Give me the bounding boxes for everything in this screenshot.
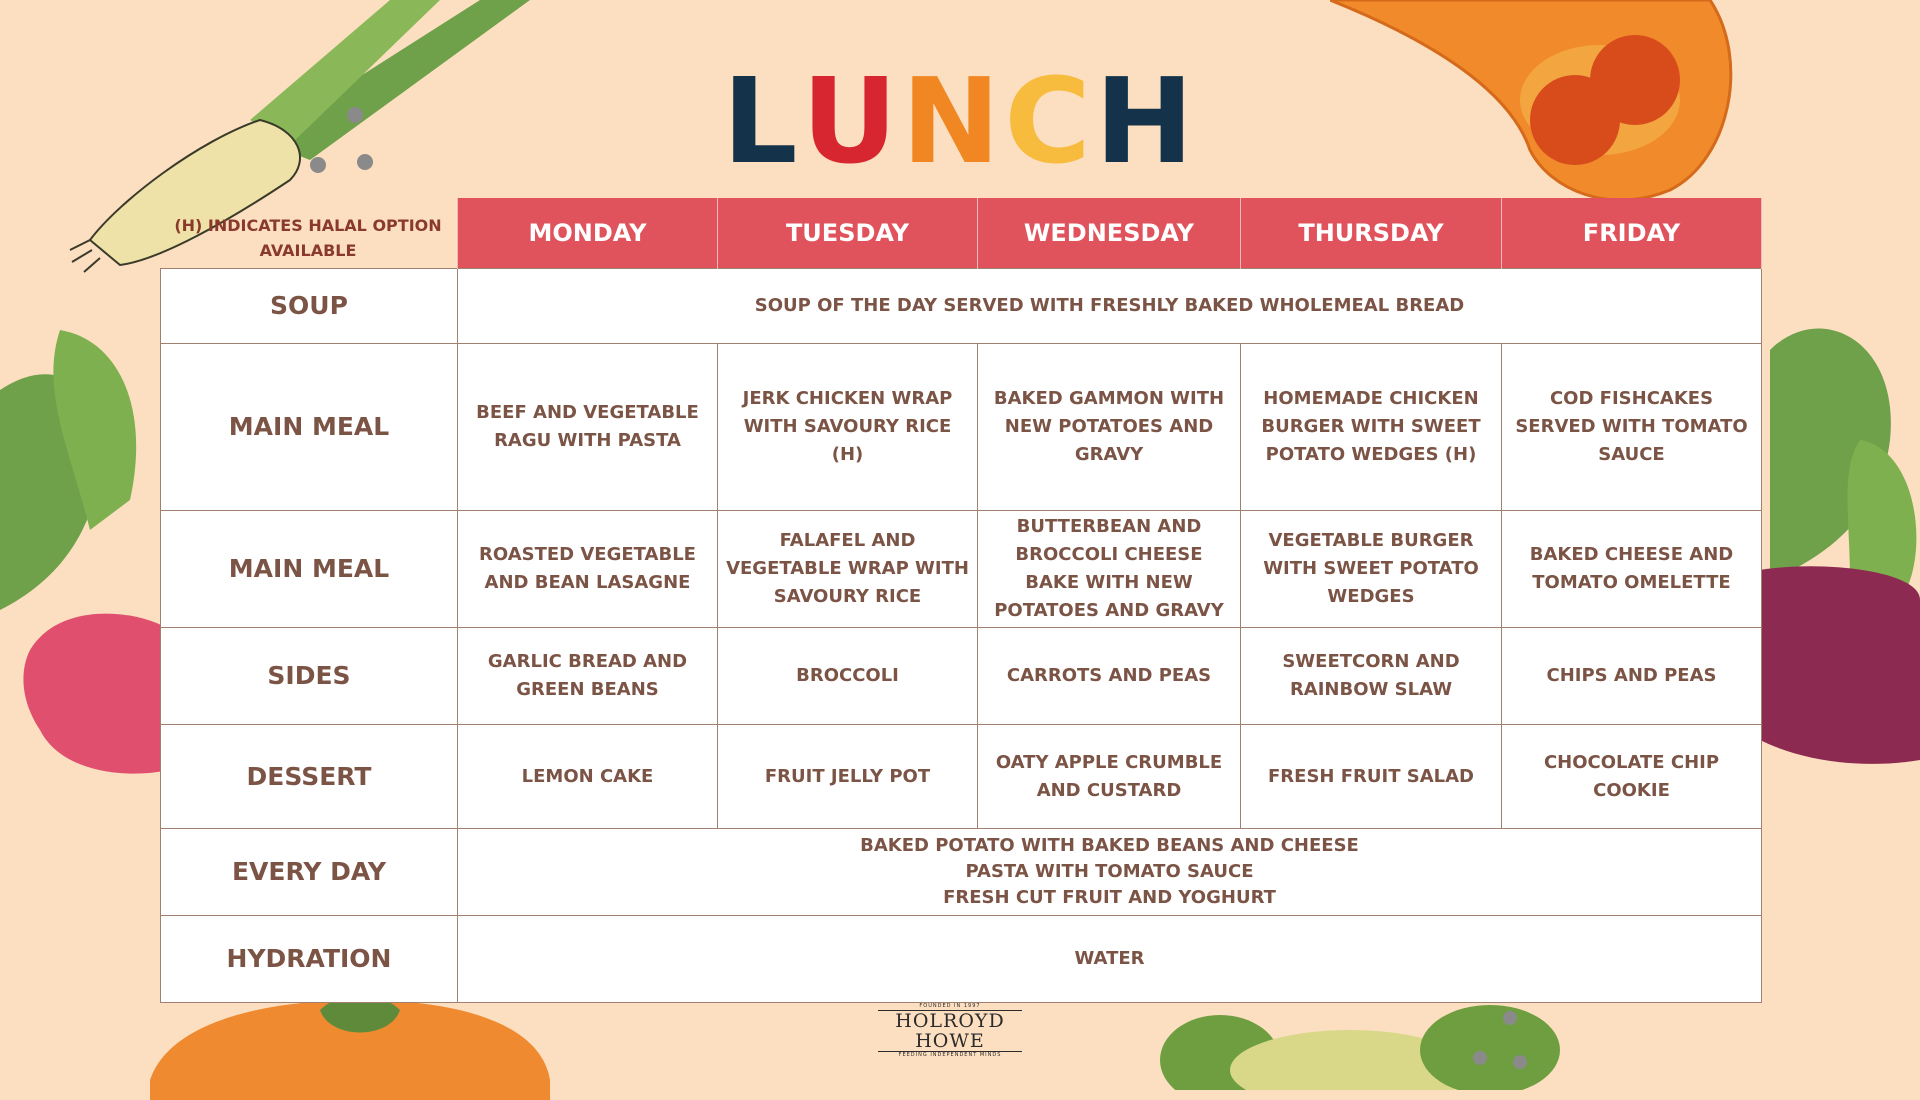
menu-cell: JERK CHICKEN WRAP WITH SAVOURY RICE (H) — [718, 344, 978, 511]
pumpkin-illustration — [150, 1000, 570, 1100]
day-header-wednesday: WEDNESDAY — [978, 198, 1241, 269]
day-header-tuesday: TUESDAY — [718, 198, 978, 269]
halal-note: (H) INDICATES HALAL OPTION AVAILABLE — [174, 216, 442, 260]
every-day-cell — [458, 829, 1762, 916]
menu-cell: VEGETABLE BURGER WITH SWEET POTATO WEDGES — [1241, 511, 1502, 628]
day-header-friday: FRIDAY — [1502, 198, 1762, 269]
menu-cell: FRUIT JELLY POT — [718, 725, 978, 829]
menu-cell: ROASTED VEGETABLE AND BEAN LASAGNE — [458, 511, 718, 628]
every-day-item: FRESH CUT FRUIT AND YOGHURT — [943, 887, 1276, 908]
logo-name: HOLROYD HOWE — [878, 1010, 1022, 1052]
menu-cell: CHOCOLATE CHIP COOKIE — [1502, 725, 1762, 829]
title-letter: H — [1094, 52, 1198, 190]
day-header-row — [161, 198, 1762, 269]
menu-cell: BAKED GAMMON WITH NEW POTATOES AND GRAVY — [978, 344, 1241, 511]
title-letter: L — [722, 52, 802, 190]
menu-cell: BAKED CHEESE AND TOMATO OMELETTE — [1502, 511, 1762, 628]
sides-row — [161, 628, 1762, 725]
row-label-hydration: HYDRATION — [161, 916, 458, 1003]
menu-cell: SWEETCORN AND RAINBOW SLAW — [1241, 628, 1502, 725]
menu-cell: BEEF AND VEGETABLE RAGU WITH PASTA — [458, 344, 718, 511]
soup-cell: SOUP OF THE DAY SERVED WITH FRESHLY BAKED WHOLEMEAL BREAD — [458, 269, 1762, 344]
header-corner — [161, 198, 458, 269]
lunch-menu-table — [160, 198, 1762, 1003]
menu-cell: OATY APPLE CRUMBLE AND CUSTARD — [978, 725, 1241, 829]
menu-cell: FRESH FRUIT SALAD — [1241, 725, 1502, 829]
broccoli-illustration — [1150, 1000, 1600, 1090]
row-label-main-meal-1: MAIN MEAL — [161, 344, 458, 511]
menu-cell: CHIPS AND PEAS — [1502, 628, 1762, 725]
beetroot-left-illustration — [0, 330, 170, 780]
dessert-row — [161, 725, 1762, 829]
menu-cell: COD FISHCAKES SERVED WITH TOMATO SAUCE — [1502, 344, 1762, 511]
every-day-item: PASTA WITH TOMATO SAUCE — [965, 861, 1254, 882]
row-label-dessert: DESSERT — [161, 725, 458, 829]
row-label-every-day: EVERY DAY — [161, 829, 458, 916]
menu-cell: GARLIC BREAD AND GREEN BEANS — [458, 628, 718, 725]
soup-row — [161, 269, 1762, 344]
menu-cell: FALAFEL AND VEGETABLE WRAP WITH SAVOURY RICE — [718, 511, 978, 628]
hydration-row — [161, 916, 1762, 1003]
row-label-soup: SOUP — [161, 269, 458, 344]
logo-founded: FOUNDED IN 1997 — [919, 1003, 981, 1009]
menu-cell: HOMEMADE CHICKEN BURGER WITH SWEET POTATO WEDGES (H) — [1241, 344, 1502, 511]
menu-cell: BUTTERBEAN AND BROCCOLI CHEESE BAKE WITH NEW POTATOES AND GRAVY — [978, 511, 1241, 628]
hydration-cell: WATER — [458, 916, 1762, 1003]
beetroot-right-illustration — [1760, 300, 1920, 860]
every-day-item: BAKED POTATO WITH BAKED BEANS AND CHEESE — [860, 835, 1359, 856]
title-letter: U — [801, 52, 902, 190]
day-header-monday: MONDAY — [458, 198, 718, 269]
every-day-row — [161, 829, 1762, 916]
menu-cell: LEMON CAKE — [458, 725, 718, 829]
main-meal-row-2 — [161, 511, 1762, 628]
menu-cell: BROCCOLI — [718, 628, 978, 725]
logo-tagline: FEEDING INDEPENDENT MINDS — [898, 1052, 1002, 1058]
holroyd-howe-logo — [860, 1003, 1040, 1059]
row-label-sides: SIDES — [161, 628, 458, 725]
page-title — [0, 52, 1920, 190]
row-label-main-meal-2: MAIN MEAL — [161, 511, 458, 628]
title-letter: C — [1004, 52, 1095, 190]
title-letter: N — [901, 52, 1005, 190]
main-meal-row-1 — [161, 344, 1762, 511]
menu-cell: CARROTS AND PEAS — [978, 628, 1241, 725]
day-header-thursday: THURSDAY — [1241, 198, 1502, 269]
